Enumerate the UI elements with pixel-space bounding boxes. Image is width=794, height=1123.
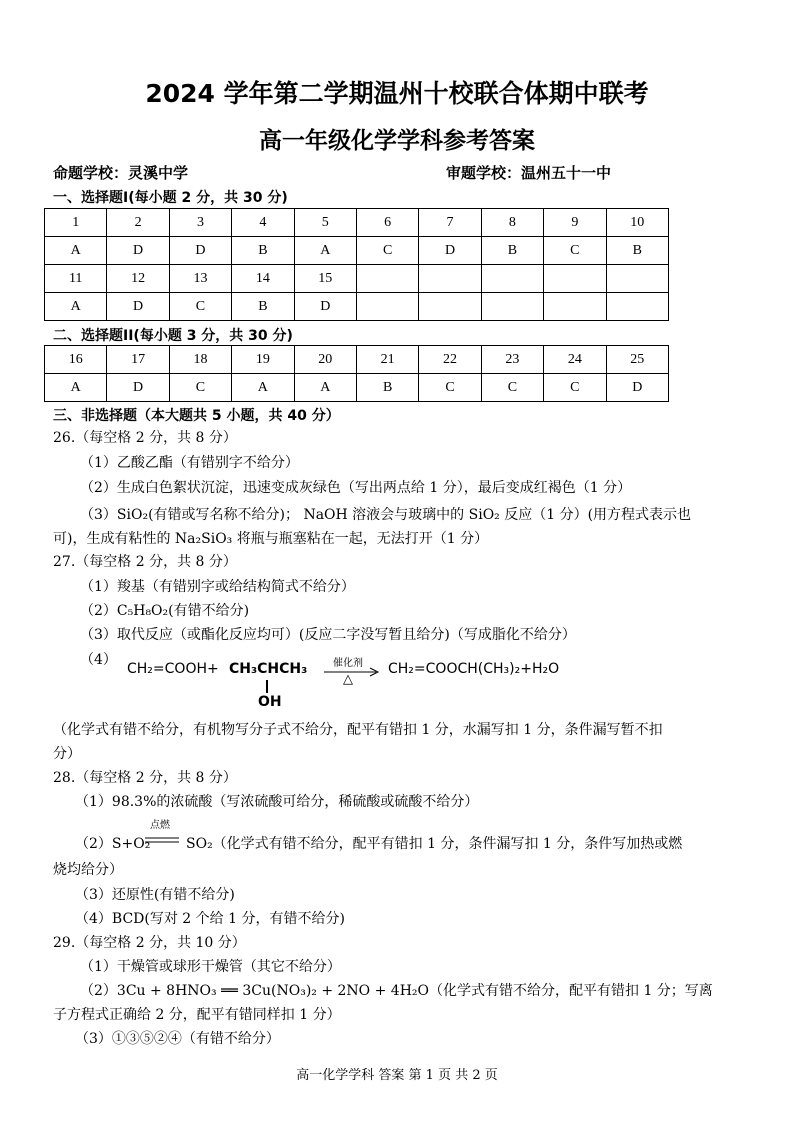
q27-note-line1: （化学式有错不给分，有机物写分子式不给分，配平有错扣 1 分，水漏写扣 1 分，条件漏写暂不扣 bbox=[53, 722, 663, 738]
section1-cell: C bbox=[544, 237, 606, 265]
section2-cell: 19 bbox=[232, 346, 294, 374]
q29-answer-3: （3）①③⑤②④（有错不给分） bbox=[75, 1031, 280, 1047]
section1-cell: 9 bbox=[544, 209, 606, 237]
section1-cell: 4 bbox=[232, 209, 294, 237]
q28-answer-2-prefix: （2）S+O₂ bbox=[75, 836, 151, 852]
section2-cell: C bbox=[544, 374, 606, 402]
section2-cell: 24 bbox=[544, 346, 606, 374]
q27-catalyst-label: 催化剂 bbox=[333, 658, 363, 669]
section1-cell: B bbox=[481, 237, 543, 265]
q28-answer-2-rest: SO₂（化学式有错不给分，配平有错扣 1 分，条件漏写扣 1 分，条件写加热或燃 bbox=[186, 836, 683, 852]
q27-answer-3: （3）取代反应（或酯化反应均可）(反应二字没写暂且给分)（写成脂化不给分） bbox=[80, 627, 576, 643]
section1-cell: 6 bbox=[356, 209, 418, 237]
section1-cell: B bbox=[232, 293, 294, 321]
q28-equals-sign bbox=[145, 836, 181, 844]
q27-heading: 27.（每空格 2 分，共 8 分） bbox=[53, 554, 237, 570]
section1-cell: D bbox=[169, 237, 231, 265]
section1-cell bbox=[419, 265, 481, 293]
page-title: 2024 学年第二学期温州十校联合体期中联考 bbox=[145, 79, 649, 108]
q29-answer-2-line1: （2）3Cu + 8HNO₃ ══ 3Cu(NO₃)₂ + 2NO + 4H₂O（化学式有错不给分，配平有错扣 1 分；写离 bbox=[80, 983, 713, 999]
q29-answer-1: （1）干燥管或球形干燥管（其它不给分） bbox=[80, 959, 341, 975]
q27-equation-alcohol: CH₃CHCH₃ bbox=[229, 661, 308, 677]
section1-cell: 13 bbox=[169, 265, 231, 293]
section1-cell: 5 bbox=[294, 209, 356, 237]
q26-answer-3-line1: （3）SiO₂(有错或写名称不给分)； NaOH 溶液会与玻璃中的 SiO₂ 反应（1 分）(用方程式表示也 bbox=[80, 507, 692, 523]
q28-answer-2-line2: 烧均给分） bbox=[53, 862, 123, 878]
section1-cell bbox=[356, 293, 418, 321]
section2-cell: 21 bbox=[356, 346, 418, 374]
q28-answer-3: （3）还原性(有错不给分) bbox=[75, 887, 235, 903]
section2-cell: 16 bbox=[45, 346, 107, 374]
section2-row bbox=[45, 346, 669, 374]
q29-heading: 29.（每空格 2 分，共 10 分） bbox=[53, 935, 246, 951]
section1-row bbox=[45, 209, 669, 237]
q27-oh-bond bbox=[266, 680, 268, 693]
q28-answer-4: （4）BCD(写对 2 个给 1 分，有错不给分) bbox=[75, 911, 345, 927]
section1-cell: A bbox=[45, 237, 107, 265]
section1-cell bbox=[481, 265, 543, 293]
q28-answer-1: （1）98.3%的浓硫酸（写浓硫酸可给分，稀硫酸或硫酸不给分） bbox=[75, 794, 479, 810]
q27-equation-left: CH₂=COOH+ bbox=[127, 661, 219, 677]
section1-cell bbox=[606, 265, 668, 293]
section1-cell: 12 bbox=[107, 265, 169, 293]
section1-cell: B bbox=[606, 237, 668, 265]
section2-cell: 23 bbox=[481, 346, 543, 374]
section2-cell: 22 bbox=[419, 346, 481, 374]
page-subtitle: 高一年级化学学科参考答案 bbox=[259, 128, 535, 154]
review-school: 审题学校：温州五十一中 bbox=[446, 164, 612, 182]
section1-row bbox=[45, 293, 669, 321]
section2-cell: C bbox=[169, 374, 231, 402]
q27-answer-1: （1）羧基（有错别字或给结构简式不给分） bbox=[80, 579, 355, 595]
section1-cell: 7 bbox=[419, 209, 481, 237]
section1-cell bbox=[606, 293, 668, 321]
section1-cell: 11 bbox=[45, 265, 107, 293]
section1-cell: 2 bbox=[107, 209, 169, 237]
section2-answer-table bbox=[44, 345, 669, 402]
q26-heading: 26.（每空格 2 分，共 8 分） bbox=[53, 430, 237, 446]
q26-answer-2: （2）生成白色絮状沉淀，迅速变成灰绿色（写出两点给 1 分），最后变成红褐色（1 分） bbox=[80, 480, 632, 496]
page-footer: 高一化学学科 答案 第 1 页 共 2 页 bbox=[296, 1068, 498, 1083]
section2-cell: A bbox=[45, 374, 107, 402]
q27-answer-4-label: （4） bbox=[80, 652, 117, 668]
section1-cell: D bbox=[107, 237, 169, 265]
q27-equation-oh: OH bbox=[258, 694, 282, 710]
section1-cell bbox=[544, 293, 606, 321]
section2-cell: 17 bbox=[107, 346, 169, 374]
section2-cell: C bbox=[419, 374, 481, 402]
section1-cell: B bbox=[232, 237, 294, 265]
section1-answer-table bbox=[44, 208, 669, 321]
q28-condition-label: 点燃 bbox=[150, 820, 170, 831]
section1-cell: A bbox=[294, 237, 356, 265]
q27-answer-2: （2）C₅H₈O₂(有错不给分) bbox=[80, 603, 250, 619]
section1-row bbox=[45, 237, 669, 265]
q29-answer-2-line2: 子方程式正确给 2 分，配平有错同样扣 1 分） bbox=[53, 1007, 341, 1023]
section1-cell: 3 bbox=[169, 209, 231, 237]
author-school: 命题学校：灵溪中学 bbox=[53, 164, 189, 182]
section2-cell: B bbox=[356, 374, 418, 402]
section2-row bbox=[45, 374, 669, 402]
section1-heading: 一、选择题I(每小题 2 分，共 30 分) bbox=[53, 190, 288, 206]
q27-equation-right: CH₂=COOCH(CH₃)₂+H₂O bbox=[388, 661, 560, 677]
section2-heading: 二、选择题II(每小题 3 分，共 30 分) bbox=[53, 328, 293, 344]
section2-cell: A bbox=[232, 374, 294, 402]
section2-cell: D bbox=[606, 374, 668, 402]
section1-cell: C bbox=[356, 237, 418, 265]
section2-cell: 18 bbox=[169, 346, 231, 374]
section1-cell bbox=[544, 265, 606, 293]
section3-heading: 三、非选择题（本大题共 5 小题，共 40 分） bbox=[53, 408, 340, 424]
section2-cell: D bbox=[107, 374, 169, 402]
q27-heat-symbol: △ bbox=[343, 672, 353, 687]
section1-cell: C bbox=[169, 293, 231, 321]
section1-cell: D bbox=[419, 237, 481, 265]
section1-cell: 15 bbox=[294, 265, 356, 293]
section1-cell bbox=[481, 293, 543, 321]
section1-cell: D bbox=[107, 293, 169, 321]
q26-answer-3-line2: 可)，生成有粘性的 Na₂SiO₃ 将瓶与瓶塞粘在一起，无法打开（1 分） bbox=[53, 531, 489, 547]
q27-note-line2: 分） bbox=[53, 746, 81, 762]
section2-cell: C bbox=[481, 374, 543, 402]
section1-cell: 1 bbox=[45, 209, 107, 237]
section1-cell: A bbox=[45, 293, 107, 321]
section1-cell: D bbox=[294, 293, 356, 321]
section2-cell: 20 bbox=[294, 346, 356, 374]
section2-cell: 25 bbox=[606, 346, 668, 374]
section1-cell bbox=[356, 265, 418, 293]
section1-cell: 10 bbox=[606, 209, 668, 237]
section1-cell: 14 bbox=[232, 265, 294, 293]
section2-cell: A bbox=[294, 374, 356, 402]
q26-answer-1: （1）乙酸乙酯（有错别字不给分） bbox=[80, 455, 299, 471]
q28-heading: 28.（每空格 2 分，共 8 分） bbox=[53, 770, 237, 786]
section1-row bbox=[45, 265, 669, 293]
section1-cell bbox=[419, 293, 481, 321]
section1-cell: 8 bbox=[481, 209, 543, 237]
